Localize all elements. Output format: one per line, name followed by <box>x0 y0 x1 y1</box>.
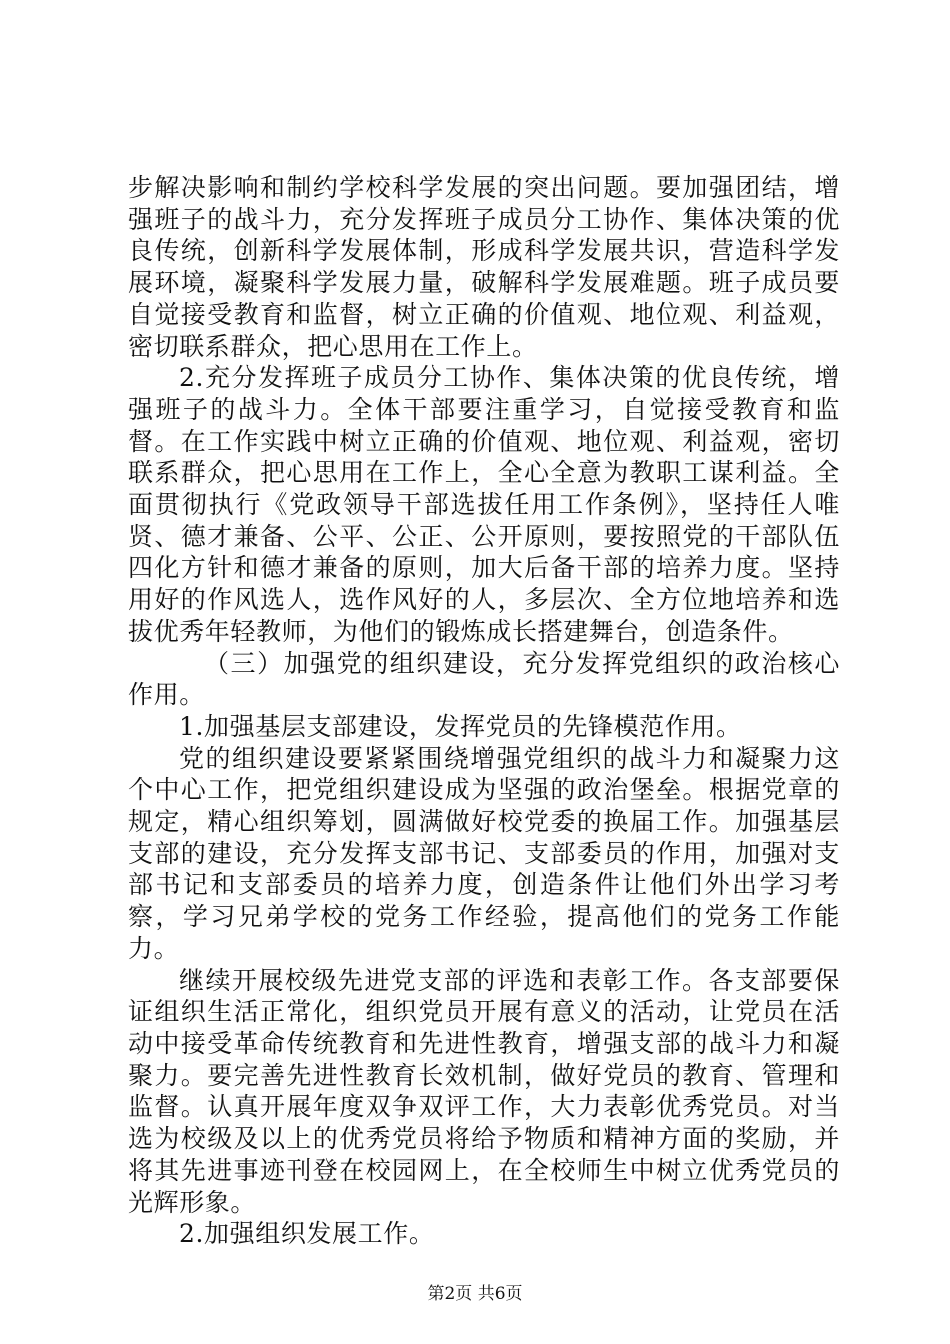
subheading-1: 1.加强基层支部建设，发挥党员的先锋模范作用。 <box>179 711 742 741</box>
paragraph-organization: 党的组织建设要紧紧围绕增强党组织的战斗力和凝聚力这个中心工作，把党组织建设成为坚强的政治堡垒。根据党章的规定，精心组织筹划，圆满做好校党委的换届工作。加强基层支部的建设，充分发挥支部书记、支部委员的作用，加强对支部书记和支部委员的培养力度，创造条件让他们外出学习考察，学习兄弟学校的党务工作经验，提高他们的党务工作能力。 <box>128 743 840 963</box>
document-body <box>128 172 840 1250</box>
page-footer: 第2页 共6页 <box>427 1284 523 1304</box>
paragraph-evaluation: 继续开展校级先进党支部的评选和表彰工作。各支部要保证组织生活正常化，组织党员开展有意义的活动，让党员在活动中接受革命传统教育和先进性教育，增强支部的战斗力和凝聚力。要完善先进性教育长效机制，做好党员的教育、管理和监督。认真开展年度双争双评工作，大力表彰优秀党员。对当选为校级及以上的优秀党员将给予物质和精神方面的奖励，并将其先进事迹刊登在校园网上，在全校师生中树立优秀党员的光辉形象。 <box>128 965 840 1217</box>
subheading-2: 2.加强组织发展工作。 <box>179 1219 435 1249</box>
paragraph-continuation: 步解决影响和制约学校科学发展的突出问题。要加强团结，增强班子的战斗力，充分发挥班子成员分工协作、集体决策的优良传统，创新科学发展体制，形成科学发展共识，营造科学发展环境，凝聚科学发展力量，破解科学发展难题。班子成员要自觉接受教育和监督，树立正确的价值观、地位观、利益观，密切联系群众，把心思用在工作上。 <box>128 173 840 361</box>
paragraph-item-2: 2.充分发挥班子成员分工协作、集体决策的优良传统，增强班子的战斗力。全体干部要注重学习，自觉接受教育和监督。在工作实践中树立正确的价值观、地位观、利益观，密切联系群众，把心思用在工作上，全心全意为教职工谋利益。全面贯彻执行《党政领导干部选拔任用工作条例》，坚持任人唯贤、德才兼备、公平、公正、公开原则，要按照党的干部队伍四化方针和德才兼备的原则，加大后备干部的培养力度。坚持用好的作风选人，选作风好的人，多层次、全方位地培养和选拔优秀年轻教师，为他们的锻炼成长搭建舞台，创造条件。 <box>128 363 840 646</box>
section-heading-3: （三）加强党的组织建设，充分发挥党组织的政治核心作用。 <box>128 648 840 710</box>
